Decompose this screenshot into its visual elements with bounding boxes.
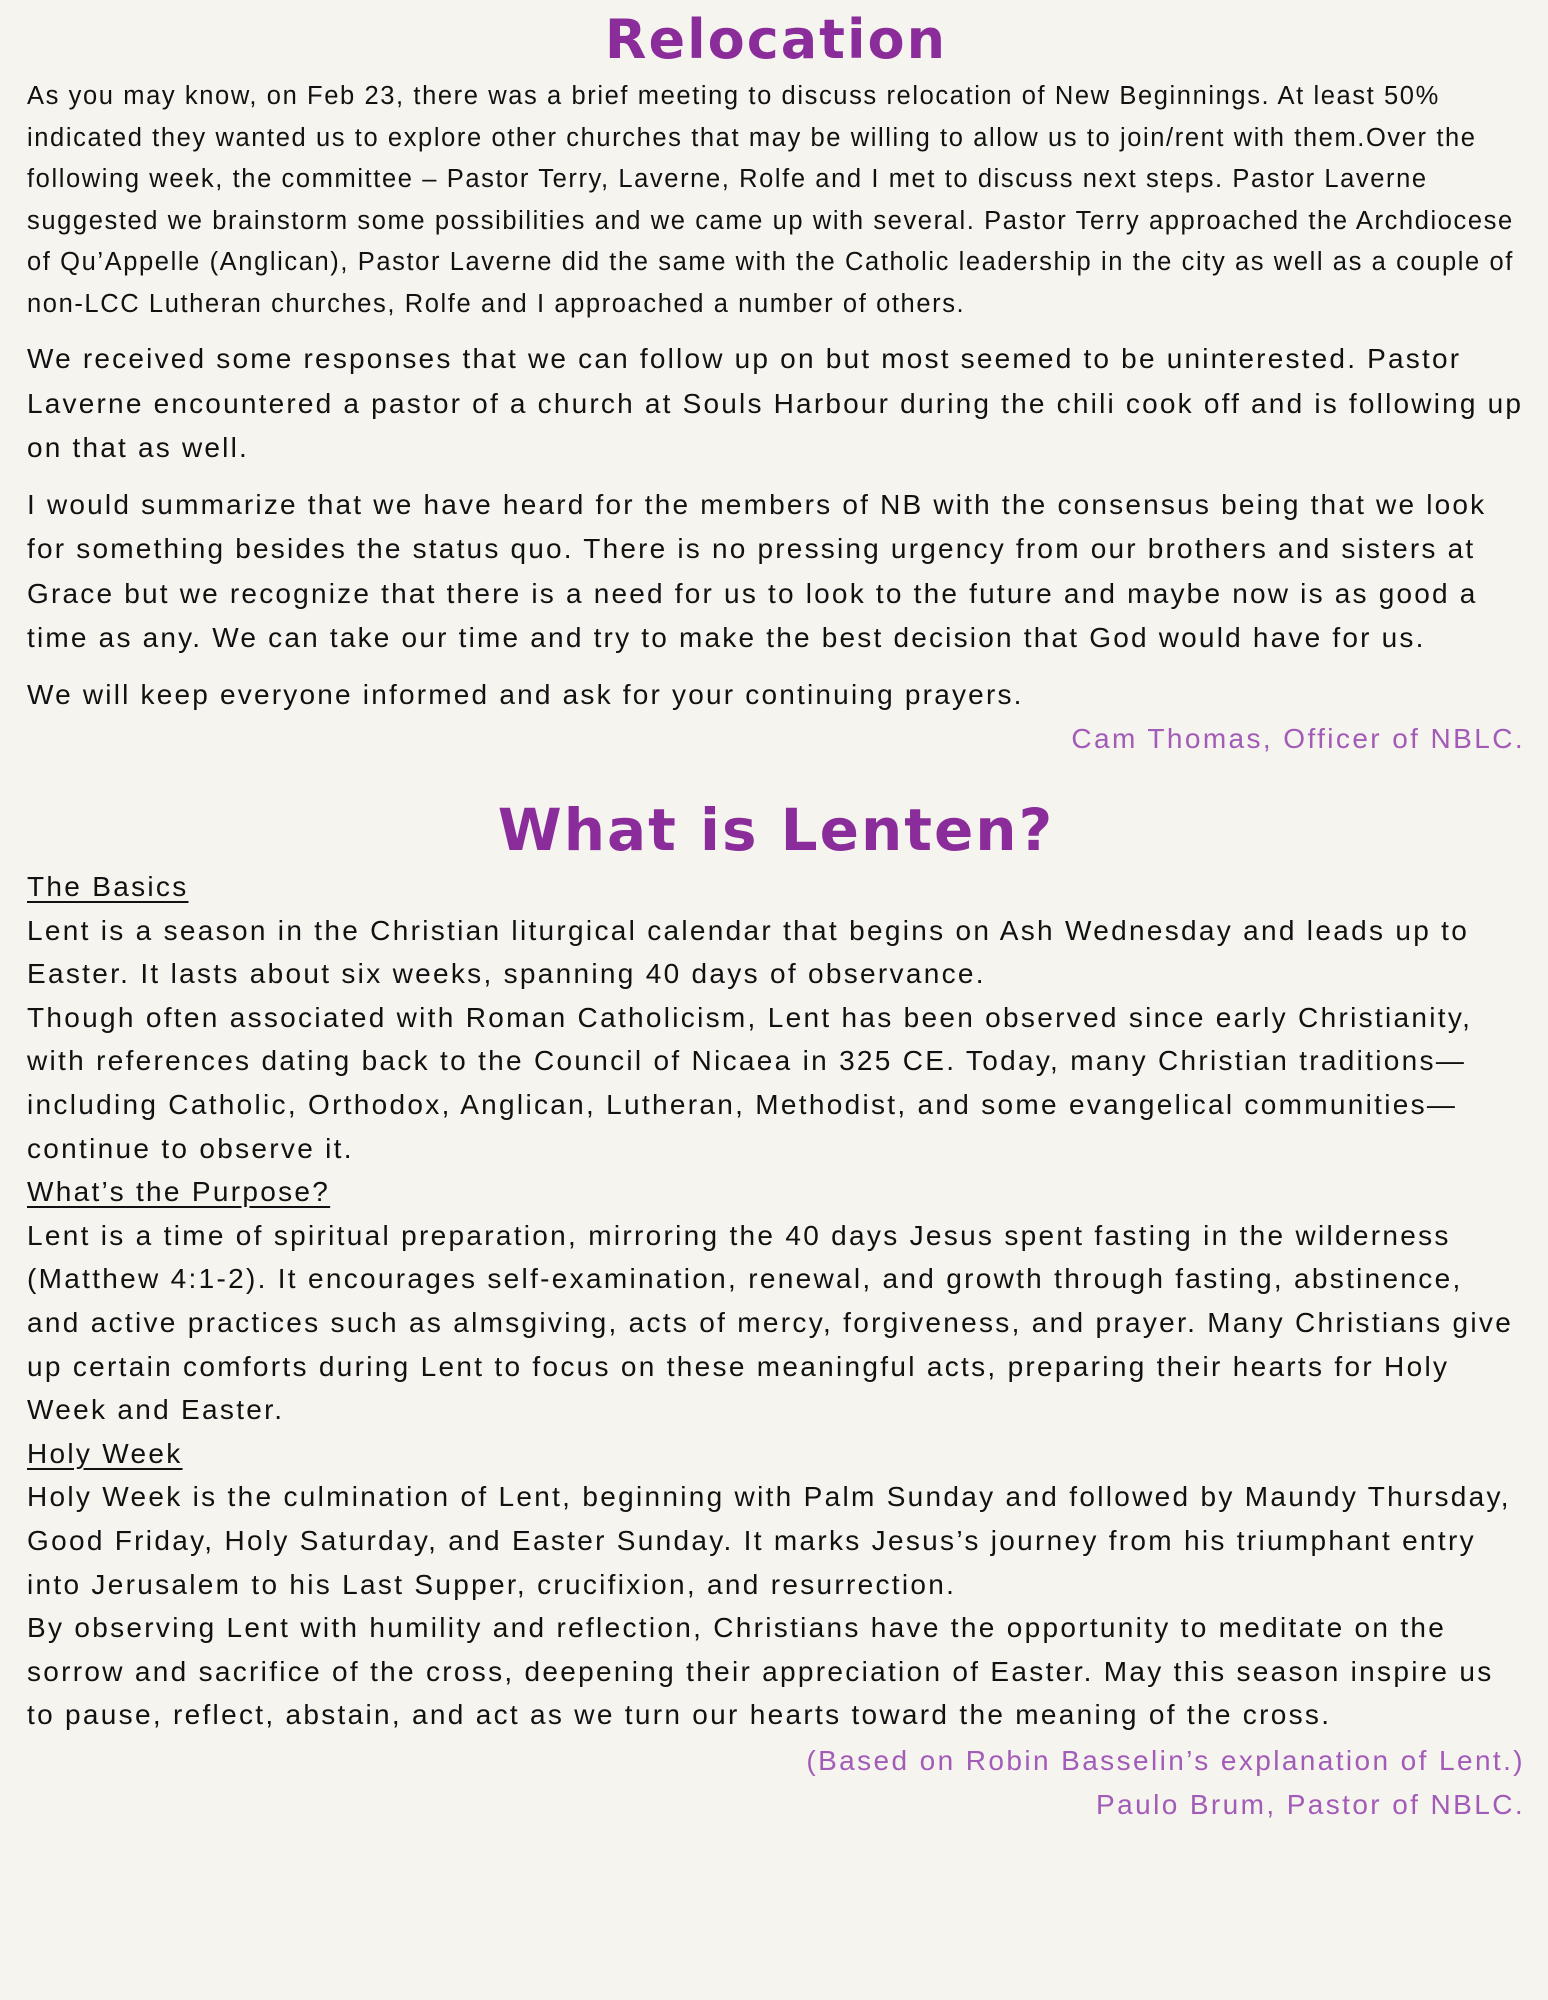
lenten-credit: (Based on Robin Basselin’s explanation of Lent.) [806, 1744, 1525, 1776]
basics-heading: The Basics [27, 871, 189, 902]
purpose-heading: What’s the Purpose? [27, 1176, 331, 1208]
relocation-paragraph-3: I would summarize that we have heard for the members of NB with the consensus being that we look for something besides the status quo. There is no pressing urgency from our brothers and sisters at Grace but we recognize that there is a need for us to look to the future and maybe now is as good a time as any. We can take our time and try to make the best decision that God would have for us. [27, 488, 1487, 653]
lenten-section [27, 797, 1525, 1827]
lenten-body [27, 865, 1525, 1737]
lenten-signature: Paulo Brum, Pastor of NBLC. [1096, 1788, 1525, 1820]
holy-week-paragraph-1: Holy Week is the culmination of Lent, beginning with Palm Sunday and followed by Maundy Thursday, Good Friday, Holy Saturday, and Easter Sunday. It marks Jesus’s journey from his triumphant entry into Jerusalem to his Last Supper, crucifixion, and resurrection. [27, 1481, 1511, 1600]
relocation-paragraph-4: We will keep everyone informed and ask for your continuing prayers. [27, 678, 1024, 710]
relocation-title: Relocation [604, 8, 948, 71]
relocation-signature: Cam Thomas, Officer of NBLC. [1071, 723, 1525, 754]
relocation-section [27, 0, 1525, 761]
holy-week-heading: Holy Week [27, 1437, 183, 1469]
basics-paragraph-1: Lent is a season in the Christian liturgical calendar that begins on Ash Wednesday and leads up to Easter. It lasts about six weeks, spanning 40 days of observance. [27, 914, 1470, 990]
lenten-title: What is Lenten? [497, 796, 1055, 864]
relocation-paragraph-2: We received some responses that we can follow up on but most seemed to be uninterested. Pastor Laverne encountered a pastor of a church at Souls Harbour during the chili cook off and is following up on that as well. [27, 343, 1524, 463]
holy-week-paragraph-2: By observing Lent with humility and reflection, Christians have the opportunity to meditate on the sorrow and sacrifice of the cross, deepening their appreciation of Easter. May this season inspire us to pause, reflect, abstain, and act as we turn our hearts toward the meaning of the cross. [27, 1612, 1494, 1731]
newsletter-page [27, 0, 1525, 1827]
basics-paragraph-2: Though often associated with Roman Catholicism, Lent has been observed since early Christianity, with references dating back to the Council of Nicaea in 325 CE. Today, many Christian traditions—including Catholic, Orthodox, Anglican, Lutheran, Methodist, and some evangelical communities—continue to observe it. [27, 1001, 1473, 1164]
relocation-paragraph-1: As you may know, on Feb 23, there was a brief meeting to discuss relocation of New Beginnings. At least 50% indicated they wanted us to explore other churches that may be willing to allow us to join/rent with them.Over the following week, the committee – Pastor Terry, Laverne, Rolfe and I met to discuss next steps. Pastor Laverne suggested we brainstorm some possibilities and we came up with several. Pastor Terry approached the Archdiocese of Qu’Appelle (Anglican), Pastor Laverne did the same with the Catholic leadership in the city as well as a couple of non-LCC Lutheran churches, Rolfe and I approached a number of others. [27, 82, 1514, 318]
purpose-paragraph: Lent is a time of spiritual preparation, mirroring the 40 days Jesus spent fasting in the wilderness (Matthew 4:1-2). It encourages self-examination, renewal, and growth through fasting, abstinence, and active practices such as almsgiving, acts of mercy, forgiveness, and prayer. Many Christians give up certain comforts during Lent to focus on these meaningful acts, preparing their hearts for Holy Week and Easter. [27, 1219, 1514, 1426]
